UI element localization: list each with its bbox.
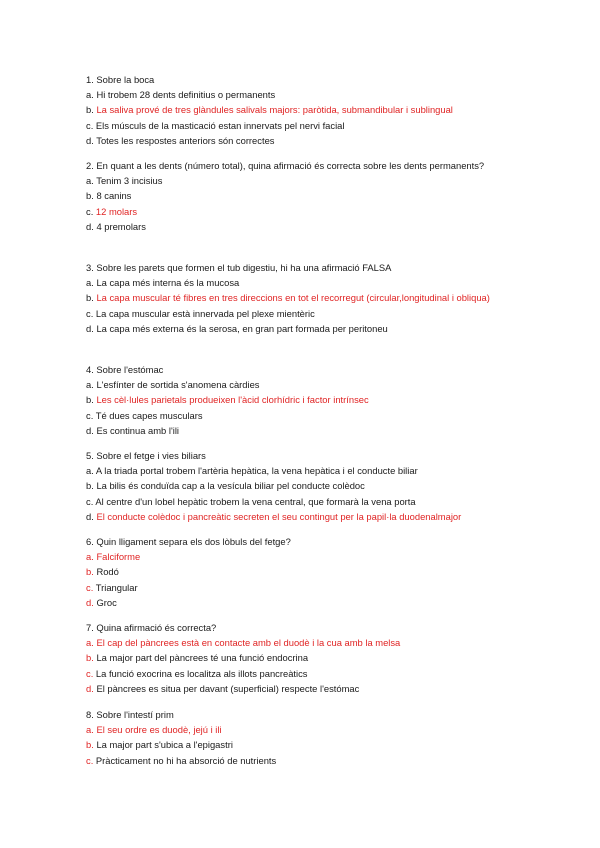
option-text: La bilis és conduïda cap a la vesícula biliar pel conducte colèdoc: [96, 480, 365, 492]
option-letter: b.: [86, 739, 94, 751]
option-text: Hi trobem 28 dents definitius o permanents: [96, 89, 276, 101]
option-text: El seu ordre es duodè, jejú i ili: [96, 724, 222, 736]
option-text: Es continua amb l'ili: [96, 424, 179, 436]
option-d: [86, 321, 516, 336]
option-text: La major part s'ubica a l'epigastri: [96, 739, 233, 751]
option-letter: c.: [86, 754, 94, 766]
option-text: Triangular: [95, 581, 138, 593]
option-letter: a.: [86, 277, 94, 289]
question-text: 6. Quin lligament separa els dos lòbuls del fetge?: [86, 536, 291, 547]
option-b: [86, 392, 516, 407]
option-text: La funció exocrina es localitza als illots pancreàtics: [95, 667, 308, 679]
option-letter: c.: [86, 205, 94, 217]
option-letter: b.: [86, 190, 94, 202]
option-c: [86, 408, 516, 423]
option-c: [86, 118, 516, 133]
option-d: [86, 595, 516, 610]
option-letter: d.: [86, 322, 94, 334]
option-b: [86, 650, 516, 665]
option-letter: a.: [86, 175, 94, 187]
option-letter: c.: [86, 581, 94, 593]
option-d: [86, 509, 516, 524]
option-text: Groc: [96, 596, 117, 608]
option-text: 12 molars: [95, 205, 138, 217]
option-letter: c.: [86, 409, 94, 421]
option-letter: b.: [86, 480, 94, 492]
option-d: [86, 133, 516, 148]
option-letter: a.: [86, 465, 94, 477]
option-letter: d.: [86, 510, 94, 522]
question-7: [86, 620, 516, 696]
question-3: [86, 260, 516, 336]
question-4: [86, 362, 516, 438]
option-letter: b.: [86, 566, 94, 578]
option-letter: b.: [86, 652, 94, 664]
option-c: [86, 204, 516, 219]
question-text: 2. En quant a les dents (número total), quina afirmació és correcta sobre les dents permanents?: [86, 160, 485, 171]
option-letter: a.: [86, 551, 94, 563]
option-b: [86, 478, 516, 493]
question-8: [86, 707, 516, 768]
option-letter: c.: [86, 307, 94, 319]
option-letter: a.: [86, 89, 94, 101]
question-2: [86, 158, 516, 234]
option-text: Els músculs de la masticació estan innervats pel nervi facial: [95, 119, 345, 131]
option-letter: b.: [86, 394, 94, 406]
option-letter: b.: [86, 104, 94, 116]
option-text: El cap del pàncrees està en contacte amb el duodè i la cua amb la melsa: [96, 637, 401, 649]
option-text: Pràcticament no hi ha absorció de nutrients: [95, 754, 277, 766]
question-text: 7. Quina afirmació és correcta?: [86, 622, 217, 633]
option-a: [86, 463, 516, 478]
option-letter: d.: [86, 596, 94, 608]
option-text: Tenim 3 incisius: [96, 175, 163, 187]
option-letter: b.: [86, 292, 94, 304]
question-text: 1. Sobre la boca: [86, 74, 155, 85]
option-a: [86, 173, 516, 188]
question-5: [86, 448, 516, 524]
option-text: Les cèl·lules parietals produeixen l'àcid clorhídric i factor intrínsec: [96, 394, 369, 406]
option-letter: d.: [86, 134, 94, 146]
option-text: Falciforme: [96, 551, 141, 563]
option-a: [86, 87, 516, 102]
option-letter: d.: [86, 424, 94, 436]
option-b: [86, 188, 516, 203]
question-text: 5. Sobre el fetge i vies biliars: [86, 450, 206, 461]
option-letter: c.: [86, 119, 94, 131]
option-text: A la triada portal trobem l'artèria hepàtica, la vena hepàtica i el conducte biliar: [95, 465, 418, 477]
question-text: 3. Sobre les parets que formen el tub digestiu, hi ha una afirmació FALSA: [86, 262, 392, 273]
option-c: [86, 494, 516, 509]
option-letter: c.: [86, 667, 94, 679]
option-letter: d.: [86, 220, 94, 232]
option-c: [86, 580, 516, 595]
option-b: [86, 102, 516, 117]
option-text: La capa muscular està innervada pel plexe mientèric: [95, 307, 315, 319]
option-b: [86, 290, 516, 305]
option-text: Al centre d'un lobel hepàtic trobem la vena central, que formarà la vena porta: [95, 495, 416, 507]
question-text: 8. Sobre l'intestí prim: [86, 709, 174, 720]
option-a: [86, 722, 516, 737]
option-c: [86, 306, 516, 321]
option-letter: a.: [86, 379, 94, 391]
option-d: [86, 681, 516, 696]
option-b: [86, 564, 516, 579]
option-text: Totes les respostes anteriors són correctes: [96, 134, 275, 146]
option-b: [86, 737, 516, 752]
option-text: La capa més interna és la mucosa: [96, 277, 240, 289]
option-text: 4 premolars: [96, 220, 146, 232]
option-text: La capa muscular té fibres en tres direccions en tot el recorregut (circular,longitudinal i obliqua): [96, 292, 490, 304]
option-text: La saliva prové de tres glàndules salivals majors: paròtida, submandibular i sublingual: [96, 104, 453, 116]
question-6: [86, 534, 516, 610]
question-1: [86, 72, 516, 148]
option-letter: d.: [86, 682, 94, 694]
option-text: La capa més externa és la serosa, en gran part formada per peritoneu: [96, 322, 388, 334]
option-letter: a.: [86, 637, 94, 649]
option-a: [86, 635, 516, 650]
option-text: 8 canins: [96, 190, 132, 202]
option-text: L'esfínter de sortida s'anomena càrdies: [96, 379, 260, 391]
option-a: [86, 549, 516, 564]
option-d: [86, 423, 516, 438]
option-text: Té dues capes musculars: [95, 409, 203, 421]
option-text: El conducte colèdoc i pancreàtic secreten el seu contingut per la papil·la duodenalmajor: [96, 510, 462, 522]
option-text: El pàncrees es situa per davant (superficial) respecte l'estómac: [96, 682, 360, 694]
question-text: 4. Sobre l'estómac: [86, 364, 164, 375]
option-letter: a.: [86, 724, 94, 736]
option-a: [86, 275, 516, 290]
option-text: Rodó: [96, 566, 119, 578]
option-text: La major part del pàncrees té una funció endocrina: [96, 652, 309, 664]
option-letter: c.: [86, 495, 94, 507]
option-d: [86, 219, 516, 234]
option-c: [86, 753, 516, 768]
option-c: [86, 666, 516, 681]
option-a: [86, 377, 516, 392]
